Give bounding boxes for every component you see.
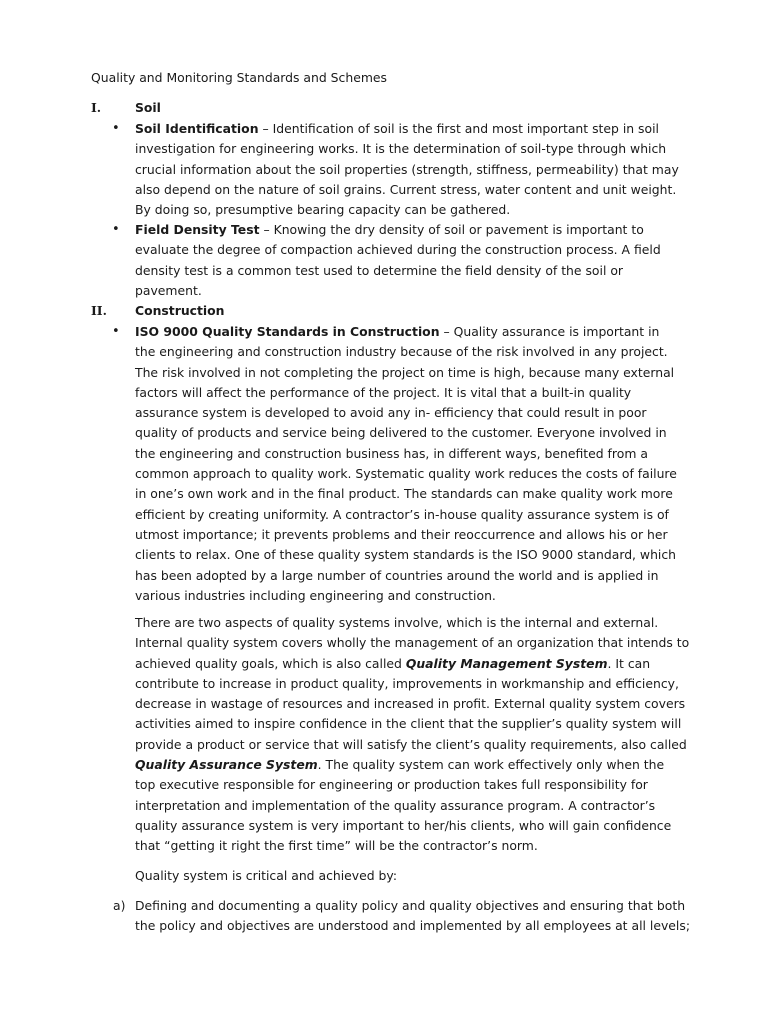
document-title: Quality and Monitoring Standards and Schemes bbox=[91, 70, 387, 85]
bullet-icon: • bbox=[112, 222, 120, 237]
term-soil-identification: Soil Identification bbox=[135, 121, 259, 136]
section-heading-construction: Construction bbox=[135, 303, 225, 318]
term-iso-9000: ISO 9000 Quality Standards in Construction bbox=[135, 324, 440, 339]
term-field-density-test: Field Density Test bbox=[135, 222, 260, 237]
critical-intro: Quality system is critical and achieved by: bbox=[135, 868, 398, 883]
section-numeral: II. bbox=[91, 303, 107, 318]
quality-aspects-paragraph: There are two aspects of quality systems involve, which is the internal and external. Internal quality system covers wholly the management of an organization that intends to achieved quality goals, which is also called Quality Management System. It can contribute to increase in product quality, improvements in workmanship and efficiency, decrease in wastage of resources and increased in profit. External quality system covers activities aimed to inspire confidence in the client that the supplier’s quality system will provide a product or service that will satisfy the client’s quality requirements, also called Quality Assurance System. The quality system can work effectively only when the top executive responsible for engineering or production takes full responsibility for interpretation and implementation of the quality assurance program. A contractor’s quality assurance system is very important to her/his clients, who will gain confidence that “getting it right the first time” will be the contractor’s norm. bbox=[135, 615, 690, 854]
field-density-test-item: Field Density Test – Knowing the dry density of soil or pavement is important to evaluate the degree of compaction achieved during the construction process. A field density test is a common test used to determine the field density of the soil or pavement. bbox=[135, 222, 661, 298]
bullet-icon: • bbox=[112, 324, 120, 339]
list-item-a: Defining and documenting a quality policy and quality objectives and ensuring that both the policy and objectives are understood and implemented by all employees at all levels; bbox=[135, 898, 690, 934]
section-numeral: I. bbox=[91, 100, 102, 115]
section-heading-soil: Soil bbox=[135, 100, 161, 115]
bullet-icon: • bbox=[112, 121, 120, 136]
iso-9000-item: ISO 9000 Quality Standards in Construction – Quality assurance is important in the engineering and construction industry because of the risk involved in any project. The risk involved in not completing the project on time is high, because many external factors will affect the performance of the project. It is vital that a built-in quality assurance system is developed to avoid any in- efficiency that could result in poor quality of products and service being delivered to the customer. Everyone involved in the engineering and construction business has, in different ways, benefited from a common approach to quality work. Systematic quality work reduces the costs of failure in one’s own work and in the final product. The standards can make quality work more efficient by creating uniformity. A contractor’s in-house quality assurance system is of utmost importance; it prevents problems and their reoccurrence and allows his or her clients to relax. One of these quality system standards is the ISO 9000 standard, which has been adopted by a large number of countries around the world and is applied in various industries including engineering and construction. bbox=[135, 324, 677, 603]
list-marker: a) bbox=[113, 898, 126, 913]
term-quality-management-system: Quality Management System bbox=[405, 655, 608, 671]
soil-identification-item: Soil Identification – Identification of soil is the first and most important step in soil investigation for engineering works. It is the determination of soil-type through which crucial information about the soil properties (strength, stiffness, permeability) that may also depend on the nature of soil grains. Current stress, water content and unit weight. By doing so, presumptive bearing capacity can be gathered. bbox=[135, 121, 679, 218]
term-quality-assurance-system: Quality Assurance System bbox=[135, 757, 318, 773]
